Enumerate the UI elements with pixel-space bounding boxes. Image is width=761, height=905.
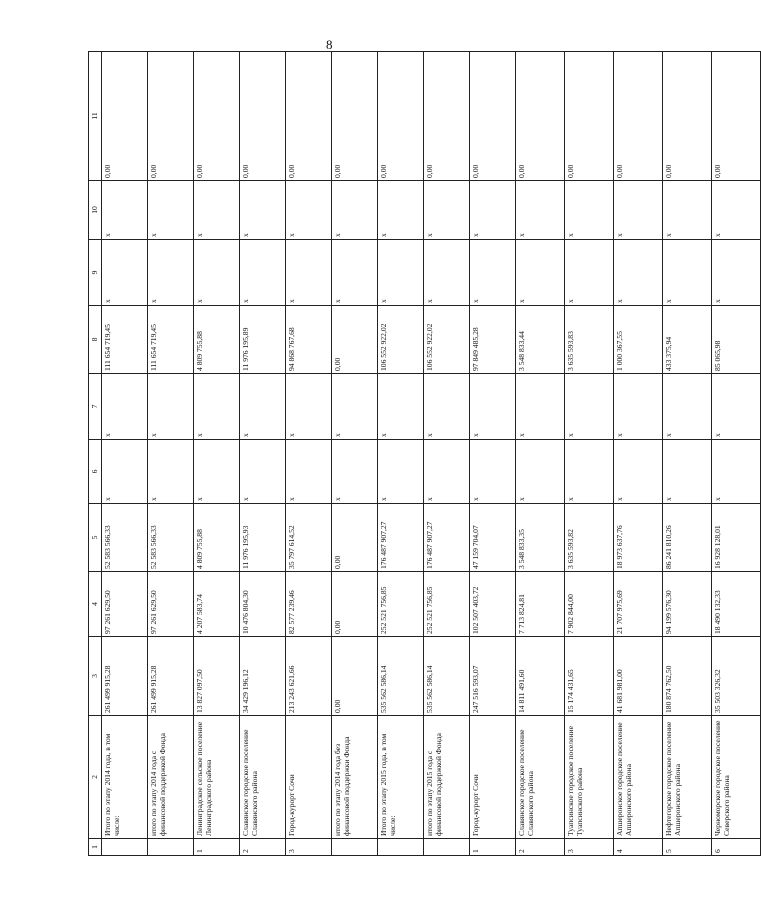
amount-cell: 0,00 [424, 52, 470, 181]
amount-cell: 0,00 [378, 52, 424, 181]
amount-cell: 252 521 756,85 [378, 572, 424, 637]
mark-cell: x [194, 374, 240, 440]
amount-cell: 180 874 762,50 [663, 637, 712, 716]
mark-cell: x [663, 374, 712, 440]
amount-cell: 261 499 915,28 [148, 637, 194, 716]
row-name-cell: Славянское городское поселение Славянского района [240, 716, 286, 839]
table-row [565, 52, 614, 856]
amount-cell: 4 809 755,88 [194, 306, 240, 374]
amount-cell: 21 707 975,69 [614, 572, 663, 637]
table-row [516, 52, 565, 856]
mark-cell: x [332, 440, 378, 504]
mark-cell: x [332, 374, 378, 440]
mark-cell: x [470, 240, 516, 306]
amount-cell: 0,00 [286, 52, 332, 181]
row-number-cell: 6 [712, 839, 761, 856]
mark-cell: x [663, 440, 712, 504]
amount-cell: 247 516 593,07 [470, 637, 516, 716]
amount-cell: 0,00 [663, 52, 712, 181]
row-name-cell: итого по этапу 2015 года с финансовой поддержкой Фонда [424, 716, 470, 839]
amount-cell: 11 976 195,89 [240, 306, 286, 374]
row-name-cell: итого по этапу 2014 года без финансовой поддержки Фонда [332, 716, 378, 839]
column-header: 5 [89, 504, 102, 572]
amount-cell: 85 065,98 [712, 306, 761, 374]
table-row [102, 52, 148, 856]
amount-cell: 0,00 [516, 52, 565, 181]
mark-cell: x [378, 374, 424, 440]
row-name-cell: Славянское городское поселение Славянского района [516, 716, 565, 839]
mark-cell: x [286, 181, 332, 240]
table-row [378, 52, 424, 856]
row-number-cell: 3 [565, 839, 614, 856]
mark-cell: x [286, 240, 332, 306]
row-number-cell [102, 839, 148, 856]
mark-cell: x [712, 440, 761, 504]
amount-cell: 176 487 907,27 [378, 504, 424, 572]
mark-cell: x [516, 440, 565, 504]
mark-cell: x [565, 440, 614, 504]
mark-cell: x [565, 240, 614, 306]
amount-cell: 433 375,94 [663, 306, 712, 374]
row-number-cell: 1 [470, 839, 516, 856]
mark-cell: x [614, 374, 663, 440]
row-name-cell: Итого по этапу 2014 года, в том числе: [102, 716, 148, 839]
row-number-cell: 1 [194, 839, 240, 856]
amount-cell: 10 476 804,30 [240, 572, 286, 637]
mark-cell: x [712, 240, 761, 306]
row-name-cell: итого по этапу 2014 года с финансовой поддержкой Фонда [148, 716, 194, 839]
mark-cell: x [663, 181, 712, 240]
amount-cell: 1 000 367,55 [614, 306, 663, 374]
column-header: 9 [89, 240, 102, 306]
mark-cell: x [102, 181, 148, 240]
mark-cell: x [286, 374, 332, 440]
column-header: 8 [89, 306, 102, 374]
mark-cell: x [240, 440, 286, 504]
row-number-cell: 2 [516, 839, 565, 856]
amount-cell: 52 583 566,33 [148, 504, 194, 572]
mark-cell: x [102, 374, 148, 440]
mark-cell: x [516, 181, 565, 240]
mark-cell: x [194, 181, 240, 240]
amount-cell: 0,00 [712, 52, 761, 181]
table-row [424, 52, 470, 856]
row-name-cell: Нефтегорское городское поселение Апшеронского района [663, 716, 712, 839]
row-number-cell [378, 839, 424, 856]
amount-cell: 86 241 810,26 [663, 504, 712, 572]
amount-cell: 0,00 [240, 52, 286, 181]
amount-cell: 7 902 844,00 [565, 572, 614, 637]
mark-cell: x [712, 181, 761, 240]
mark-cell: x [712, 374, 761, 440]
table-row [194, 52, 240, 856]
mark-cell: x [424, 374, 470, 440]
amount-cell: 35 797 614,52 [286, 504, 332, 572]
amount-cell: 106 552 922,02 [424, 306, 470, 374]
table-row [148, 52, 194, 856]
amount-cell: 535 562 586,14 [378, 637, 424, 716]
row-number-cell [424, 839, 470, 856]
amount-cell: 52 583 566,33 [102, 504, 148, 572]
amount-cell: 111 654 719,45 [148, 306, 194, 374]
mark-cell: x [516, 374, 565, 440]
mark-cell: x [286, 440, 332, 504]
row-name-cell: Город-курорт Сочи [470, 716, 516, 839]
mark-cell: x [470, 440, 516, 504]
row-number-cell [332, 839, 378, 856]
mark-cell: x [424, 440, 470, 504]
mark-cell: x [470, 181, 516, 240]
mark-cell: x [194, 440, 240, 504]
amount-cell: 82 577 239,46 [286, 572, 332, 637]
column-header: 4 [89, 572, 102, 637]
mark-cell: x [614, 181, 663, 240]
row-name-cell: Город-курорт Сочи [286, 716, 332, 839]
column-header: 3 [89, 637, 102, 716]
column-header: 11 [89, 52, 102, 181]
row-name-cell: Апшеронское городское поселение Апшеронского района [614, 716, 663, 839]
table-row [614, 52, 663, 856]
table-row [332, 52, 378, 856]
mark-cell: x [240, 374, 286, 440]
mark-cell: x [240, 240, 286, 306]
amount-cell: 3 548 833,44 [516, 306, 565, 374]
amount-cell: 97 849 485,28 [470, 306, 516, 374]
mark-cell: x [424, 181, 470, 240]
amount-cell: 0,00 [148, 52, 194, 181]
amount-cell: 4 207 583,74 [194, 572, 240, 637]
amount-cell: 97 261 629,50 [102, 572, 148, 637]
amount-cell: 111 654 719,45 [102, 306, 148, 374]
mark-cell: x [565, 181, 614, 240]
page-number: 8 [326, 37, 333, 52]
table-row [663, 52, 712, 856]
mark-cell: x [378, 440, 424, 504]
amount-cell: 18 973 637,76 [614, 504, 663, 572]
mark-cell: x [240, 181, 286, 240]
amount-cell: 94 868 767,68 [286, 306, 332, 374]
row-number-cell: 4 [614, 839, 663, 856]
amount-cell: 0,00 [470, 52, 516, 181]
table-row [470, 52, 516, 856]
rotated-table-container [88, 72, 731, 856]
column-header: 1 [89, 839, 102, 856]
amount-cell: 102 507 403,72 [470, 572, 516, 637]
row-number-cell: 5 [663, 839, 712, 856]
column-header: 6 [89, 440, 102, 504]
amount-cell: 34 429 196,12 [240, 637, 286, 716]
mark-cell: x [148, 240, 194, 306]
amount-cell: 0,00 [102, 52, 148, 181]
amount-cell: 11 976 195,93 [240, 504, 286, 572]
amount-cell: 0,00 [565, 52, 614, 181]
amount-cell: 252 521 756,85 [424, 572, 470, 637]
mark-cell: x [424, 240, 470, 306]
mark-cell: x [663, 240, 712, 306]
amount-cell: 41 681 981,00 [614, 637, 663, 716]
amount-cell: 94 199 576,30 [663, 572, 712, 637]
amount-cell: 0,00 [332, 504, 378, 572]
amount-cell: 3 635 593,83 [565, 306, 614, 374]
data-table [88, 51, 761, 856]
amount-cell: 16 928 128,01 [712, 504, 761, 572]
column-header: 7 [89, 374, 102, 440]
mark-cell: x [470, 374, 516, 440]
mark-cell: x [102, 240, 148, 306]
mark-cell: x [614, 440, 663, 504]
amount-cell: 13 827 097,50 [194, 637, 240, 716]
amount-cell: 18 490 132,33 [712, 572, 761, 637]
amount-cell: 47 159 704,07 [470, 504, 516, 572]
amount-cell: 14 811 491,60 [516, 637, 565, 716]
amount-cell: 0,00 [332, 52, 378, 181]
mark-cell: x [565, 374, 614, 440]
column-header: 10 [89, 181, 102, 240]
mark-cell: x [332, 181, 378, 240]
amount-cell: 176 487 907,27 [424, 504, 470, 572]
row-number-cell: 2 [240, 839, 286, 856]
mark-cell: x [148, 440, 194, 504]
amount-cell: 535 562 586,14 [424, 637, 470, 716]
amount-cell: 15 174 431,65 [565, 637, 614, 716]
amount-cell: 3 548 833,35 [516, 504, 565, 572]
mark-cell: x [194, 240, 240, 306]
mark-cell: x [614, 240, 663, 306]
mark-cell: x [148, 181, 194, 240]
amount-cell: 7 713 824,81 [516, 572, 565, 637]
amount-cell: 0,00 [332, 306, 378, 374]
table-row [286, 52, 332, 856]
amount-cell: 106 552 922,02 [378, 306, 424, 374]
amount-cell: 0,00 [332, 637, 378, 716]
row-name-cell: Туапсинское городское поселение Туапсинского района [565, 716, 614, 839]
row-number-cell [148, 839, 194, 856]
amount-cell: 0,00 [194, 52, 240, 181]
mark-cell: x [148, 374, 194, 440]
mark-cell: x [102, 440, 148, 504]
column-header: 2 [89, 716, 102, 839]
amount-cell: 97 261 629,50 [148, 572, 194, 637]
amount-cell: 0,00 [614, 52, 663, 181]
amount-cell: 261 499 915,28 [102, 637, 148, 716]
row-name-cell: Черноморское городское поселение Северского района [712, 716, 761, 839]
row-name-cell: Итого по этапу 2015 года, в том числе: [378, 716, 424, 839]
table-header-row [89, 52, 102, 856]
amount-cell: 35 503 326,32 [712, 637, 761, 716]
amount-cell: 213 243 621,66 [286, 637, 332, 716]
row-number-cell: 3 [286, 839, 332, 856]
amount-cell: 4 809 755,88 [194, 504, 240, 572]
mark-cell: x [378, 181, 424, 240]
row-name-cell: Ленинградское сельское поселение Ленинградского района [194, 716, 240, 839]
mark-cell: x [516, 240, 565, 306]
amount-cell: 3 635 593,82 [565, 504, 614, 572]
table-row [240, 52, 286, 856]
amount-cell: 0,00 [332, 572, 378, 637]
mark-cell: x [378, 240, 424, 306]
table-row [712, 52, 761, 856]
mark-cell: x [332, 240, 378, 306]
